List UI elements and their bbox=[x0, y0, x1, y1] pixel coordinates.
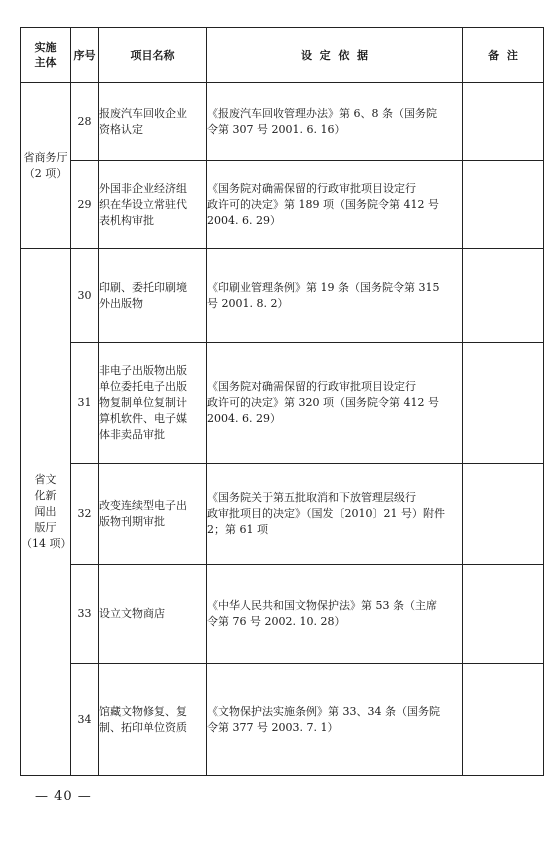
basis-text: 《国务院关于第五批取消和下放管理层级行 政审批项目的决定》（国发〔2010〕21 号）附件 2；第 61 项 bbox=[207, 464, 463, 565]
header-note: 备 注 bbox=[463, 28, 544, 83]
note-cell bbox=[463, 83, 544, 161]
table-row bbox=[21, 161, 544, 249]
entity-cell: 省文 化新 闻出 版厅 （14 项） bbox=[21, 249, 71, 776]
row-number: 28 bbox=[71, 83, 99, 161]
table-row bbox=[21, 83, 544, 161]
row-number: 32 bbox=[71, 464, 99, 565]
item-name: 外国非企业经济组 织在华设立常驻代 表机构审批 bbox=[99, 161, 207, 249]
basis-text: 《中华人民共和国文物保护法》第 53 条（主席 令第 76 号 2002. 10. 28） bbox=[207, 565, 463, 664]
basis-text: 《文物保护法实施条例》第 33、34 条（国务院 令第 377 号 2003. 7. 1） bbox=[207, 664, 463, 776]
table-row bbox=[21, 464, 544, 565]
row-number: 29 bbox=[71, 161, 99, 249]
note-cell bbox=[463, 161, 544, 249]
item-name: 设立文物商店 bbox=[99, 565, 207, 664]
table-row bbox=[21, 343, 544, 464]
basis-text: 《国务院对确需保留的行政审批项目设定行 政许可的决定》第 320 项（国务院令第 412 号 2004. 6. 29） bbox=[207, 343, 463, 464]
header-number: 序号 bbox=[71, 28, 99, 83]
item-name: 印刷、委托印刷境 外出版物 bbox=[99, 249, 207, 343]
row-number: 31 bbox=[71, 343, 99, 464]
note-cell bbox=[463, 343, 544, 464]
document-table bbox=[20, 27, 544, 776]
note-cell bbox=[463, 565, 544, 664]
header-entity: 实施 主体 bbox=[21, 28, 71, 83]
table-row bbox=[21, 249, 544, 343]
table-row bbox=[21, 565, 544, 664]
row-number: 34 bbox=[71, 664, 99, 776]
header-item-name: 项目名称 bbox=[99, 28, 207, 83]
page-number: — 40 — bbox=[35, 789, 92, 804]
basis-text: 《报废汽车回收管理办法》第 6、8 条（国务院 令第 307 号 2001. 6. 16） bbox=[207, 83, 463, 161]
note-cell bbox=[463, 249, 544, 343]
item-name: 报废汽车回收企业 资格认定 bbox=[99, 83, 207, 161]
basis-text: 《印刷业管理条例》第 19 条（国务院令第 315 号 2001. 8. 2） bbox=[207, 249, 463, 343]
row-number: 33 bbox=[71, 565, 99, 664]
row-number: 30 bbox=[71, 249, 99, 343]
table-row bbox=[21, 664, 544, 776]
header-row bbox=[21, 28, 544, 83]
item-name: 改变连续型电子出 版物刊期审批 bbox=[99, 464, 207, 565]
basis-text: 《国务院对确需保留的行政审批项目设定行 政许可的决定》第 189 项（国务院令第 412 号 2004. 6. 29） bbox=[207, 161, 463, 249]
header-basis: 设 定 依 据 bbox=[207, 28, 463, 83]
entity-cell: 省商务厅 （2 项） bbox=[21, 83, 71, 249]
item-name: 馆藏文物修复、复 制、拓印单位资质 bbox=[99, 664, 207, 776]
note-cell bbox=[463, 664, 544, 776]
note-cell bbox=[463, 464, 544, 565]
item-name: 非电子出版物出版 单位委托电子出版 物复制单位复制计 算机软件、电子媒 体非卖品审批 bbox=[99, 343, 207, 464]
